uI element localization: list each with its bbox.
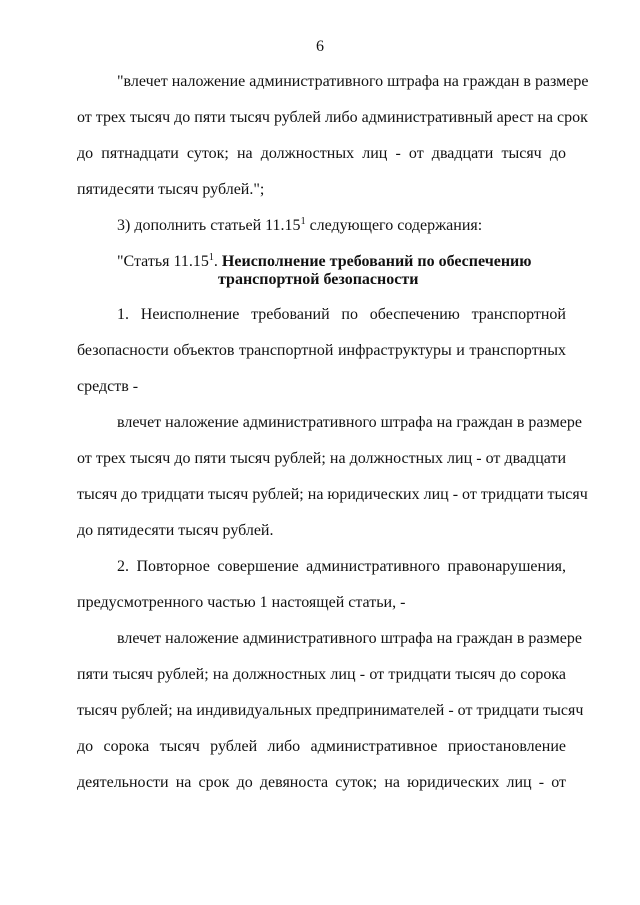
text-line: деятельности на срок до девяноста суток; на юридических лиц - от: [77, 774, 566, 791]
text-line: влечет наложение административного штрафа на граждан в размере: [117, 630, 582, 647]
text-line: до пятнадцати суток; на должностных лиц - от двадцати тысяч до: [77, 145, 566, 162]
text-line: пятидесяти тысяч рублей.";: [77, 181, 265, 198]
text-line: 2. Повторное совершение административного правонарушения,: [117, 558, 566, 575]
text-line: пяти тысяч рублей; на должностных лиц - от тридцати тысяч до сорока: [77, 666, 566, 683]
article-number: "Статья 11.15: [117, 253, 209, 270]
article-title-line2: [218, 270, 418, 290]
text-line: 1. Неисполнение требований по обеспечению транспортной: [117, 306, 566, 323]
text-line: средств -: [77, 378, 139, 395]
article-number-dot: .: [213, 253, 222, 270]
page-number: 6: [316, 38, 324, 55]
text-line: безопасности объектов транспортной инфраструктуры и транспортных: [77, 342, 566, 359]
text-line: тысяч до тридцати тысяч рублей; на юридических лиц - от тридцати тысяч: [77, 486, 588, 503]
superscript: 1: [208, 252, 214, 263]
text-line: от трех тысяч до пяти тысяч рублей; на должностных лиц - от двадцати: [77, 450, 566, 467]
text-line: предусмотренного частью 1 настоящей статьи, -: [77, 594, 406, 611]
instruction-text: следующего содержания:: [305, 217, 483, 234]
text-line: до сорока тысяч рублей либо административное приостановление: [77, 738, 566, 755]
text-line: от трех тысяч до пяти тысяч рублей либо административный арест на срок: [77, 109, 588, 126]
superscript: 1: [300, 216, 306, 227]
amendment-instruction: [117, 216, 566, 236]
text-line: "влечет наложение административного штрафа на граждан в размере: [117, 73, 589, 90]
instruction-text: 3) дополнить статьей 11.15: [117, 217, 301, 234]
article-heading: [117, 252, 532, 272]
article-title: Неисполнение требований по обеспечению: [221, 253, 532, 270]
text-line: до пятидесяти тысяч рублей.: [77, 522, 274, 539]
text-line: тысяч рублей; на индивидуальных предпринимателей - от тридцати тысяч: [77, 702, 584, 719]
article-title: транспортной безопасности: [218, 271, 419, 288]
text-line: влечет наложение административного штрафа на граждан в размере: [117, 414, 582, 431]
